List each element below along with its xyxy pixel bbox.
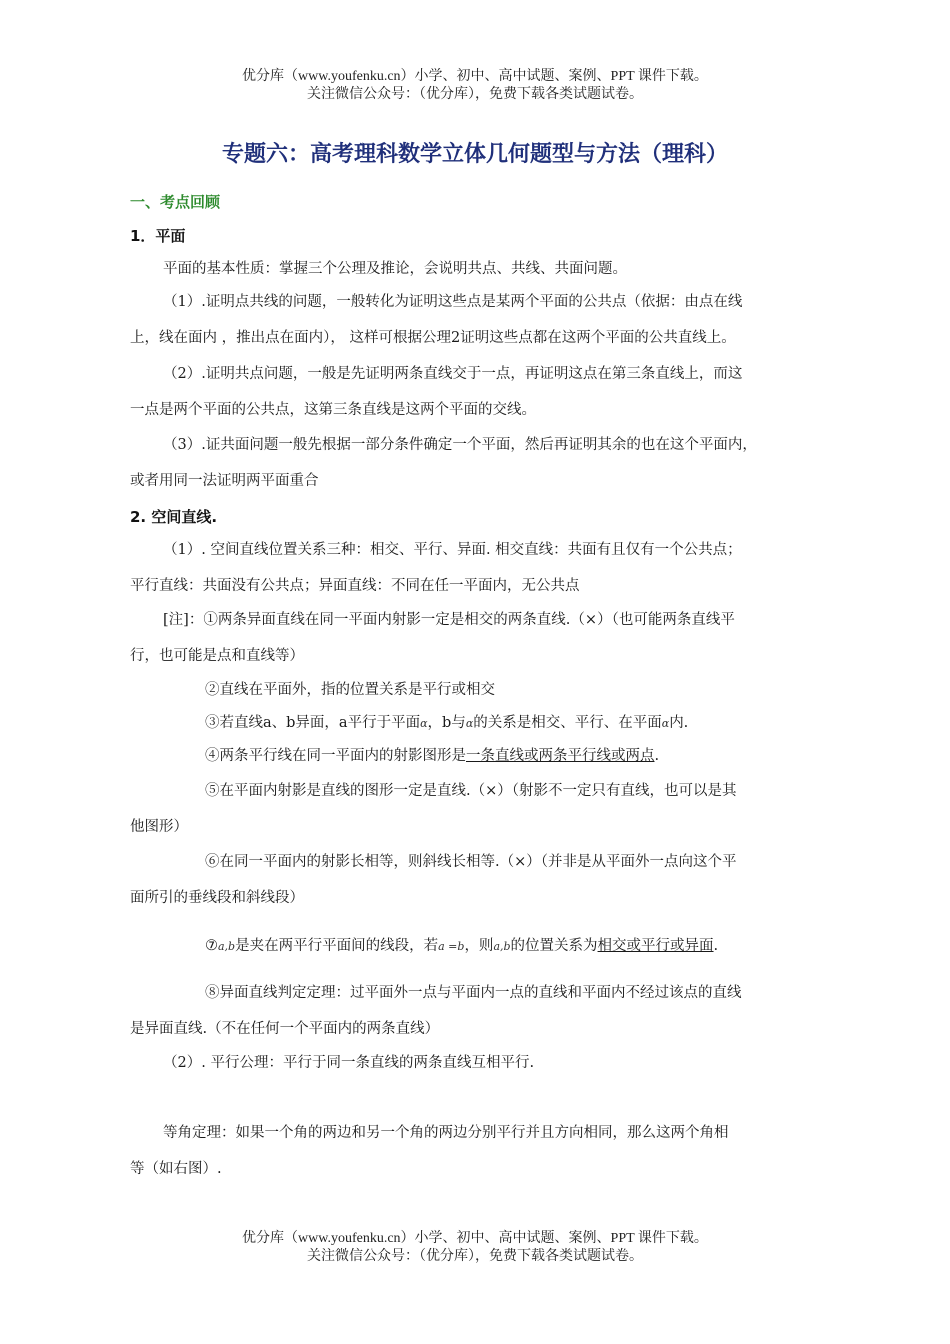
note: ⑧异面直线判定定理：过平面外一点与平面内一点的直线和平面内不经过该点的直线 <box>205 985 742 1001</box>
section-heading-1: 一、考点回顾 <box>130 193 221 211</box>
note: ⑤在平面内射影是直线的图形一定是直线.（×）（射影不一定只有直线，也可以是其 <box>205 783 737 799</box>
alpha-symbol: α <box>465 717 474 730</box>
note: ③若直线a、b异面，a平行于平面α，b与α的关系是相交、平行、在平面α内. <box>205 715 689 731</box>
paragraph: （3）.证共面问题一般先根据一部分条件确定一个平面，然后再证明其余的也在这个平面内， <box>163 437 757 453</box>
footer-line-2: 关注微信公众号：（优分库），免费下载各类试题试卷。 <box>307 1249 643 1264</box>
note: ⑥在同一平面内的射影长相等，则斜线长相等.（×）（并非是从平面外一点向这个平 <box>205 854 737 870</box>
paragraph: （2）.证明共点问题，一般是先证明两条直线交于一点，再证明这点在第三条直线上，而这 <box>163 366 743 382</box>
paragraph: 一点是两个平面的公共点，这第三条直线是这两个平面的交线。 <box>130 402 536 418</box>
paragraph: 平行直线：共面没有公共点；异面直线：不同在任一平面内，无公共点 <box>130 578 580 594</box>
note: ⑦a,b是夹在两平行平面间的线段，若a =b，则a,b的位置关系为相交或平行或异面. <box>205 938 719 954</box>
note: 是异面直线.（不在任何一个平面内的两条直线） <box>130 1021 440 1037</box>
note: 面所引的垂线段和斜线段） <box>130 890 304 906</box>
note: 行，也可能是点和直线等） <box>130 648 304 664</box>
note: [注]：①两条异面直线在同一平面内射影一定是相交的两条直线.（×）（也可能两条直线平 <box>163 612 735 628</box>
subheading-plane: 1．平面 <box>130 227 186 245</box>
paragraph: 等角定理：如果一个角的两边和另一个角的两边分别平行并且方向相同，那么这两个角相 <box>163 1125 729 1141</box>
alpha-symbol: α <box>420 717 428 730</box>
paragraph: （1）. 空间直线位置关系三种：相交、平行、异面. 相交直线：共面有且仅有一个公共点； <box>163 542 742 558</box>
note: ④两条平行线在同一平面内的射影图形是一条直线或两条平行线或两点. <box>205 748 660 764</box>
subheading-space-lines: 2. 空间直线. <box>130 508 218 526</box>
note: ②直线在平面外，指的位置关系是平行或相交 <box>205 682 495 698</box>
paragraph: 平面的基本性质：掌握三个公理及推论，会说明共点、共线、共面问题。 <box>163 261 627 277</box>
page-title: 专题六：高考理科数学立体几何题型与方法（理科） <box>221 142 728 167</box>
paragraph: 等（如右图）. <box>130 1161 222 1177</box>
footer-line-1: 优分库（www.youfenku.cn）小学、初中、高中试题、案例、PPT 课件下载。 <box>242 1231 708 1246</box>
header-line-2: 关注微信公众号：（优分库），免费下载各类试题试卷。 <box>307 87 643 102</box>
header-line-1: 优分库（www.youfenku.cn）小学、初中、高中试题、案例、PPT 课件下载。 <box>242 69 708 84</box>
paragraph: 或者用同一法证明两平面重合 <box>130 473 319 489</box>
alpha-symbol: α <box>661 717 670 730</box>
paragraph: 上，线在面内 ，推出点在面内）， 这样可根据公理2证明这些点都在这两个平面的公共直线上。 <box>130 330 736 346</box>
paragraph: （1）.证明点共线的问题，一般转化为证明这些点是某两个平面的公共点（依据：由点在线 <box>163 294 743 310</box>
note: 他图形） <box>130 819 188 835</box>
paragraph: （2）. 平行公理：平行于同一条直线的两条直线互相平行. <box>163 1055 535 1071</box>
